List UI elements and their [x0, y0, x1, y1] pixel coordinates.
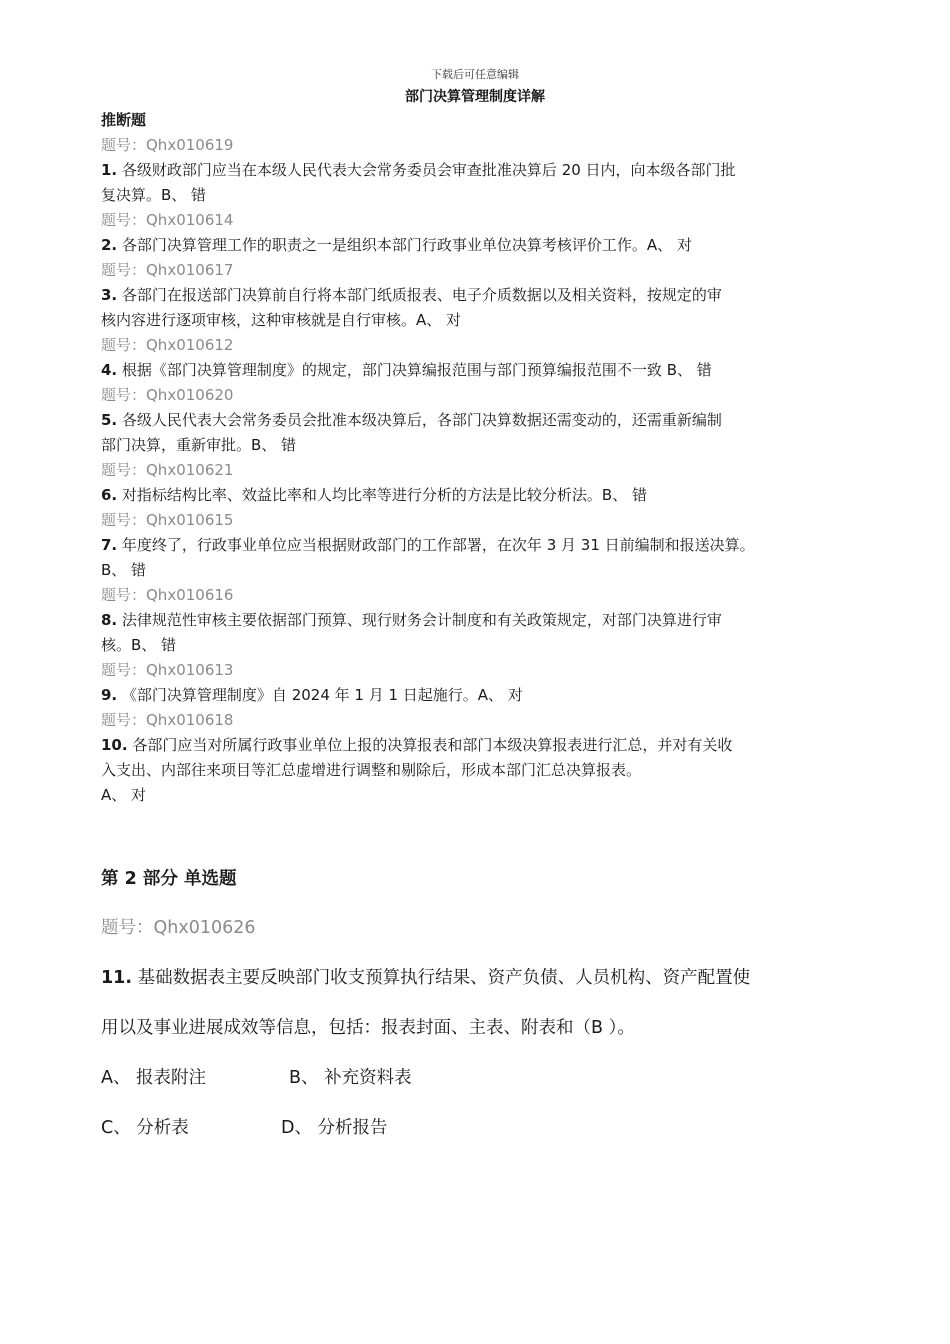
question-text-cont: 部门决算，重新审批。B、 错 [101, 436, 297, 454]
question-number: 2. [101, 236, 118, 254]
question-item [101, 533, 831, 558]
question-number: 6. [101, 486, 118, 504]
question-item [101, 683, 831, 708]
question-text: 年度终了，行政事业单位应当根据财政部门的工作部署，在次年 3 月 31 日前编制和报送决算。 [121, 536, 755, 554]
question-number: 9. [101, 686, 118, 704]
option-d: D、 分析报告 [281, 1118, 388, 1138]
question-item [101, 283, 831, 308]
section-heading: 第 2 部分 单选题 [101, 869, 237, 889]
question-text: 对指标结构比率、效益比率和人均比率等进行分析的方法是比较分析法。B、 错 [121, 486, 647, 504]
question-id: 题号：Qhx010626 [101, 918, 256, 938]
option-c: C、 分析表 [101, 1118, 189, 1138]
question-number: 8. [101, 611, 118, 629]
question-id: 题号：Qhx010615 [101, 511, 234, 529]
question-text-cont: 核。B、 错 [101, 636, 177, 654]
question-id: 题号：Qhx010612 [101, 336, 234, 354]
question-text: 《部门决算管理制度》自 2024 年 1 月 1 日起施行。A、 对 [121, 686, 523, 704]
question-number: 3. [101, 286, 118, 304]
section-single-choice [101, 864, 831, 1153]
option-b: B、 补充资料表 [289, 1068, 412, 1088]
options-row [101, 1103, 831, 1153]
question-id: 题号：Qhx010616 [101, 586, 234, 604]
question-id: 题号：Qhx010621 [101, 461, 234, 479]
question-text: 根据《部门决算管理制度》的规定，部门决算编报范围与部门预算编报范围不一致 B、 错 [121, 361, 712, 379]
question-id: 题号：Qhx010614 [101, 211, 234, 229]
question-item [101, 608, 831, 633]
question-number: 1. [101, 161, 118, 179]
question-item [101, 158, 831, 183]
question-id: 题号：Qhx010613 [101, 661, 234, 679]
question-text: 法律规范性审核主要依据部门预算、现行财务会计制度和有关政策规定，对部门决算进行审 [121, 611, 722, 629]
question-answer: A、 对 [101, 786, 147, 804]
question-text: 各部门决算管理工作的职责之一是组织本部门行政事业单位决算考核评价工作。A、 对 [121, 236, 692, 254]
question-number: 11. [101, 968, 133, 988]
question-item [101, 408, 831, 433]
section-true-false [101, 108, 831, 808]
section-heading: 推断题 [101, 111, 147, 129]
question-id: 题号：Qhx010620 [101, 386, 234, 404]
question-text-cont: 复决算。B、 错 [101, 186, 207, 204]
question-text-cont: B、 错 [101, 561, 147, 579]
question-text-cont: 入支出、内部往来项目等汇总虚增进行调整和剔除后，形成本部门汇总决算报表。 [101, 761, 642, 779]
question-id: 题号：Qhx010619 [101, 136, 234, 154]
options-row [101, 1053, 831, 1103]
question-id: 题号：Qhx010618 [101, 711, 234, 729]
question-text: 各级人民代表大会常务委员会批准本级决算后，各部门决算数据还需变动的，还需重新编制 [121, 411, 722, 429]
question-text-cont: 核内容进行逐项审核，这种审核就是自行审核。A、 对 [101, 311, 462, 329]
question-number: 10. [101, 736, 128, 754]
option-a: A、 报表附注 [101, 1068, 207, 1088]
question-number: 5. [101, 411, 118, 429]
question-item [101, 953, 831, 1053]
question-text: 各部门在报送部门决算前自行将本部门纸质报表、电子介质数据以及相关资料，按规定的审 [121, 286, 722, 304]
question-number: 4. [101, 361, 118, 379]
question-text: 基础数据表主要反映部门收支预算执行结果、资产负债、人员机构、资产配置使 [137, 968, 751, 988]
question-id: 题号：Qhx010617 [101, 261, 234, 279]
question-number: 7. [101, 536, 118, 554]
header-note: 下载后可任意编辑 [431, 68, 519, 81]
question-item [101, 233, 831, 258]
question-item [101, 483, 831, 508]
document-title: 部门决算管理制度详解 [405, 89, 545, 105]
question-item [101, 733, 831, 758]
question-text-cont: 用以及事业进展成效等信息，包括：报表封面、主表、附表和（B ）。 [101, 1018, 635, 1038]
question-item [101, 358, 831, 383]
question-text: 各级财政部门应当在本级人民代表大会常务委员会审查批准决算后 20 日内，向本级各部门批 [121, 161, 736, 179]
question-text: 各部门应当对所属行政事业单位上报的决算报表和部门本级决算报表进行汇总，并对有关收 [132, 736, 733, 754]
